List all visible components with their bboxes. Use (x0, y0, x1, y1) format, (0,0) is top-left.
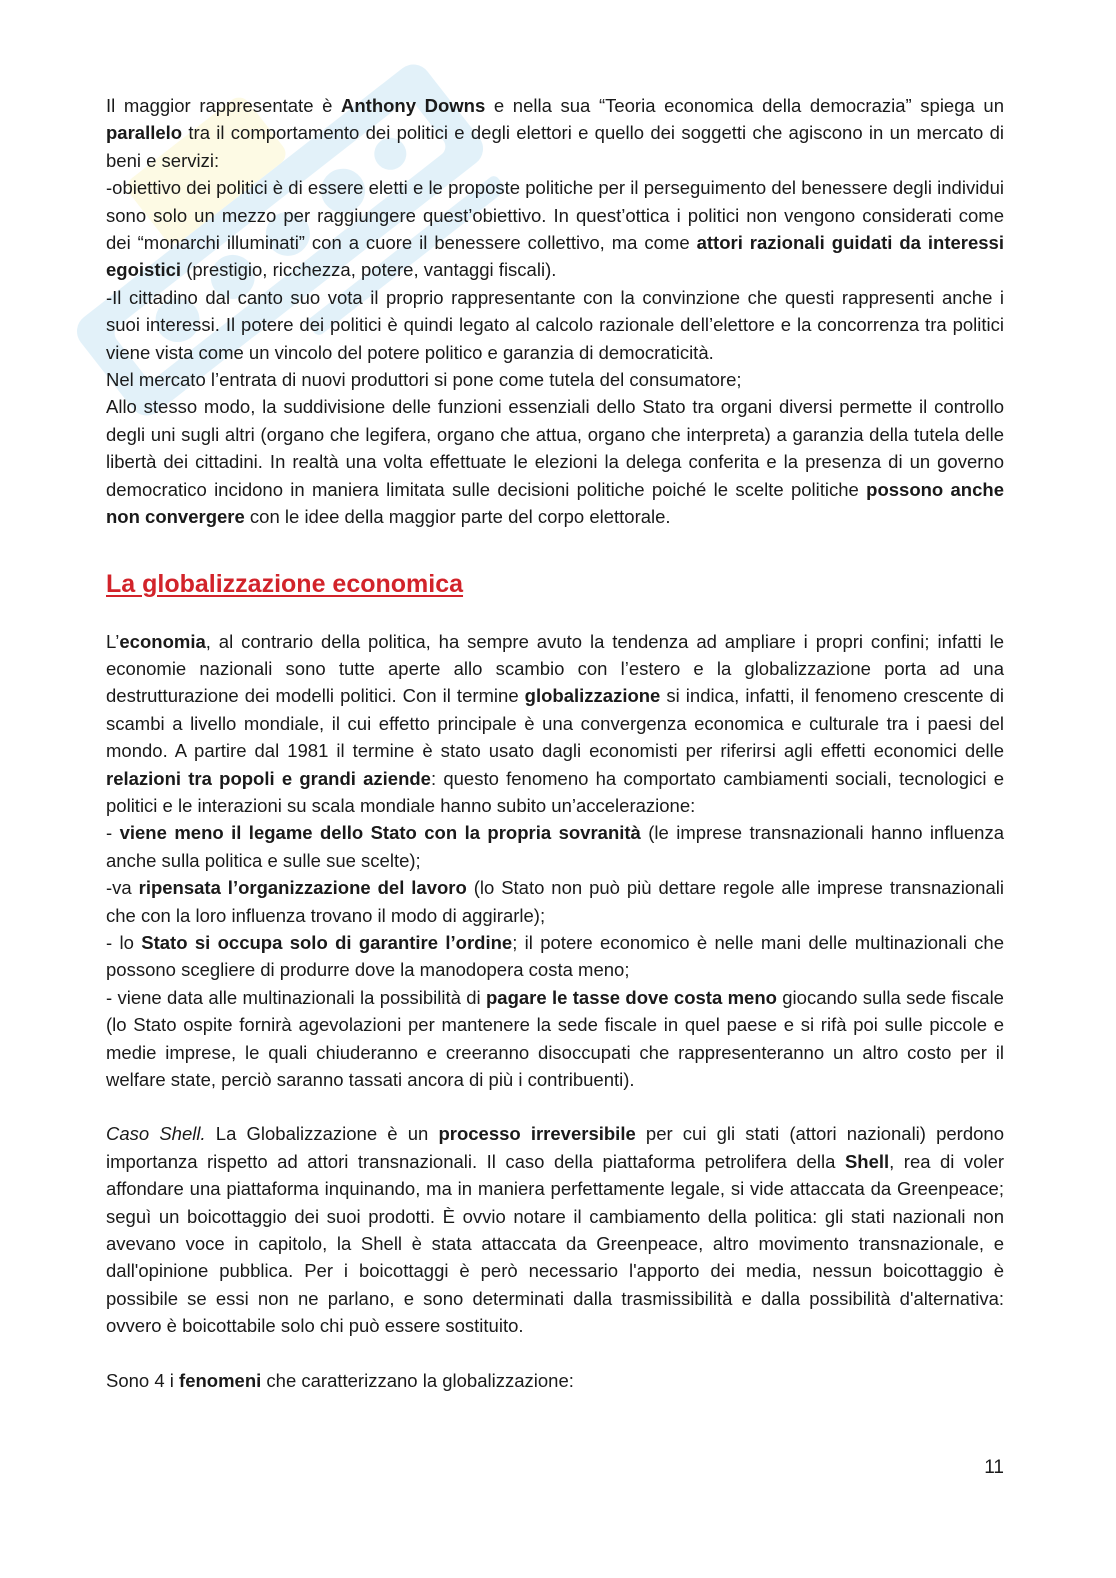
list-item-ordine: - lo Stato si occupa solo di garantire l’ordine; il potere economico è nelle mani delle multinazionali che possono scegliere di produrre dove la manodopera costa meno; (106, 931, 1005, 981)
paragraph-cittadino: -Il cittadino dal canto suo vota il proprio rappresentante con la convinzione che questi rappresenti anche i suoi interessi. Il potere dei politici è quindi legato al calcolo razionale dell’elettore e la concorrenza tra politici viene vista come un vincolo del potere politico e garanzia di democraticità. (106, 286, 1004, 363)
list-item-lavoro: -va ripensata l’organizzazione del lavoro (lo Stato non può più dettare regole alle imprese transnazionali che con la loro influenza trovano il modo di aggirarle); (106, 877, 1004, 926)
list-item-tasse: - viene data alle multinazionali la possibilità di pagare le tasse dove costa meno giocando sulla sede fiscale (lo Stato ospite fornirà agevolazioni per mantenere la sede fiscale in quel paese e si rifà poi sulle piccole e medie imprese, le quali chiuderanno e creeranno disoccupati che rappresenteranno un altro costo per il welfare state, perciò saranno tassati ancora di più i contribuenti). (106, 986, 1004, 1090)
paragraph-downs: Il maggior rappresentate è Anthony Downs e nella sua “Teoria economica della democrazia” spiega un parallelo tra il comportamento dei politici e degli elettori e quello dei soggetti che agiscono in un mercato di beni e servizi: (106, 95, 1004, 171)
document-body (106, 92, 1004, 1394)
paragraph-stato: Allo stesso modo, la suddivisione delle funzioni essenziali dello Stato tra organi diversi permette il controllo degli uni sugli altri (organo che legifera, organo che attua, organo che interpreta) a garanzia della tutela delle libertà dei cittadini. In realtà una volta effettuate le elezioni la delega conferita e la presenza di un governo democratico incidono in maniera limitata sulle decisioni politiche poiché le scelte politiche possono anche non convergere con le idee della maggior parte del corpo elettorale. (106, 396, 1004, 528)
paragraph-fenomeni: Sono 4 i fenomeni che caratterizzano la globalizzazione: (106, 1369, 574, 1391)
paragraph-caso-shell: Caso Shell. La Globalizzazione è un processo irreversibile per cui gli stati (attori nazionali) perdono importanza rispetto ad attori transnazionali. Il caso della piattaforma petrolifera della Shell, rea di voler affondare una piattaforma inquinando, ma in maniera perfettamente legale, si vide attaccata da Greenpeace; seguì un boicottaggio dei suoi prodotti. È ovvio notare il cambiamento della politica: gli stati nazionali non avevano voce in capitolo, la Shell è stata attaccata da Greenpeace, altro movimento transnazionale, e dall'opinione pubblica. Per i boicottaggi è però necessario l'apporto dei media, nessun boicottaggio è possibile se essi non ne parlano, e sono determinati dalla trasmissibilità e dalla possibilità d'alternativa: ovvero è boicottabile solo chi può essere sostituito. (106, 1123, 1005, 1337)
page-number: 11 (984, 1457, 1004, 1478)
paragraph-mercato: Nel mercato l’entrata di nuovi produttori si pone come tutela del consumatore; (106, 369, 742, 391)
list-item-sovranita: - viene meno il legame dello Stato con la propria sovranità (le imprese transnazionali hanno influenza anche sulla politica e sulle sue scelte); (106, 822, 1004, 871)
paragraph-politici: -obiettivo dei politici è di essere eletti e le proposte politiche per il perseguimento del benessere degli individui sono solo un mezzo per raggiungere quest’obiettivo. In quest’ottica i politici non vengono considerati come dei “monarchi illuminati” con a cuore il benessere collettivo, ma come attori razionali guidati da interessi egoistici (prestigio, ricchezza, potere, vantaggi fiscali). (106, 177, 1004, 281)
section-heading: La globalizzazione economica (106, 569, 464, 598)
paragraph-economia: L’economia, al contrario della politica, ha sempre avuto la tendenza ad ampliare i propri confini; infatti le economie nazionali sono tutte aperte allo scambio con l’estero e la globalizzazione porta ad una destrutturazione dei modelli politici. Con il termine globalizzazione si indica, infatti, il fenomeno crescente di scambi a livello mondiale, il cui effetto principale è una convergenza economica e culturale tra i paesi del mondo. A partire dal 1981 il termine è stato usato dagli economisti per riferirsi agli effetti economici delle relazioni tra popoli e grandi aziende: questo fenomeno ha comportato cambiamenti sociali, tecnologici e politici e le interazioni su scala mondiale hanno subito un’accelerazione: (106, 630, 1004, 816)
